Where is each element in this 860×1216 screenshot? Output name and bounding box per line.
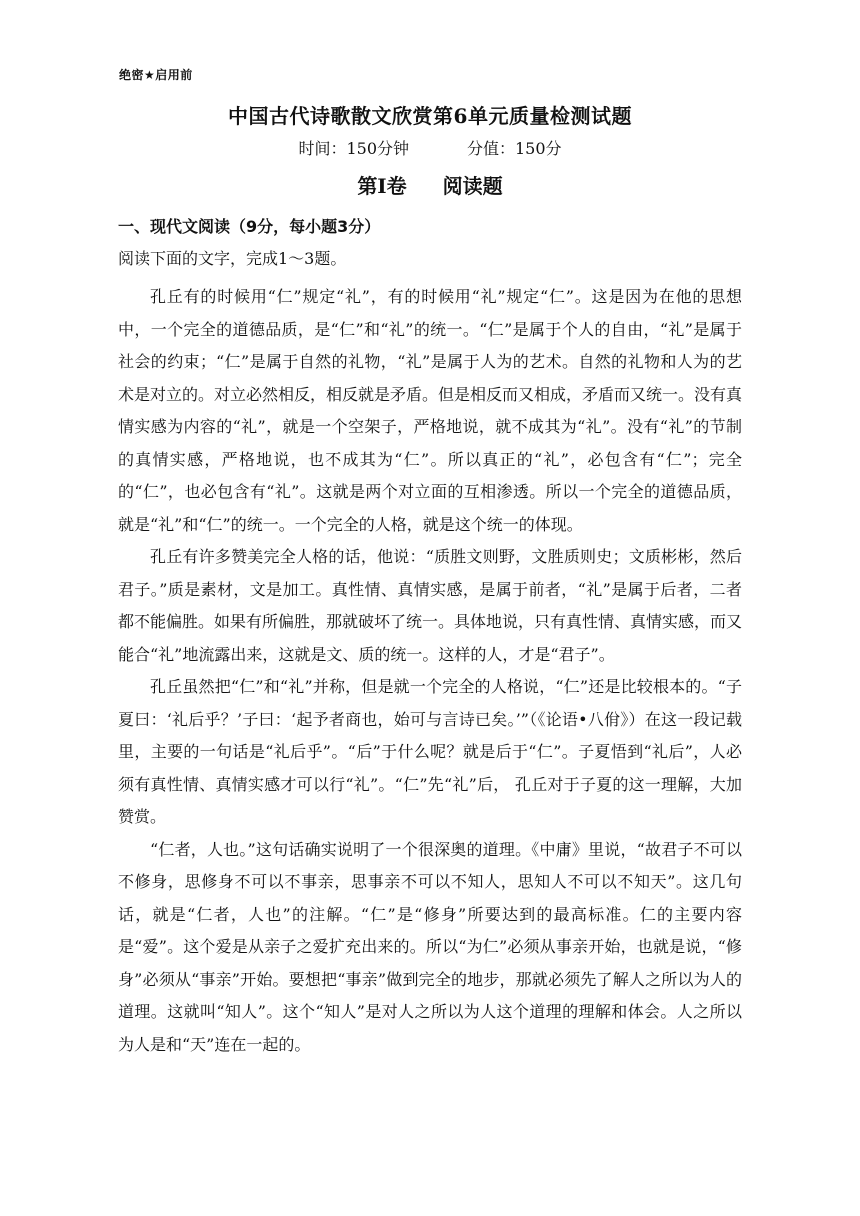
section-heading: 一、现代文阅读（9分，每小题3分） [118,217,381,236]
time-limit: 时间：150分钟 [298,139,409,158]
passage-paragraph: 孔丘虽然把“仁”和“礼”并称，但是就一个完全的人格说，“仁”还是比较根本的。“子夏曰：‘礼后乎？’子曰：‘起予者商也，始可与言诗已矣。’”（《论语•八佾》）在这一段记载里，主要的一句话是“礼后乎”。“后”于什么呢？就是后于“仁”。子夏悟到“礼后”，人必须有真性情、真情实感才可以行“礼”。“仁”先“礼”后， 孔丘对于子夏的这一理解，大加赞赏。 [118,677,742,826]
reading-instruction: 阅读下面的文字，完成1～3题。 [118,249,347,268]
volume-name: 阅读题 [442,174,503,198]
confidential-label: 绝密★启用前 [119,68,193,82]
exam-meta [0,136,860,159]
volume-heading [0,170,860,199]
passage-paragraph: 孔丘有许多赞美完全人格的话，他说：“质胜文则野，文胜质则史；文质彬彬，然后君子。”质是素材，文是加工。真性情、真情实感，是属于前者，“礼”是属于后者，二者都不能偏胜。如果有所偏胜，那就破坏了统一。具体地说，只有真性情、真情实感，而又能合“礼”地流露出来，这就是文、质的统一。这样的人，才是“君子”。 [118,547,743,664]
volume-number: 第Ⅰ卷 [357,174,407,198]
reading-passage [118,281,742,1061]
exam-title: 中国古代诗歌散文欣赏第6单元质量检测试题 [228,104,632,128]
passage-paragraph: 孔丘有的时候用“仁”规定“礼”，有的时候用“礼”规定“仁”。这是因为在他的思想中，一个完全的道德品质，是“仁”和“礼”的统一。“仁”是属于个人的自由，“礼”是属于社会的约束；“仁”是属于自然的礼物，“礼”是属于人为的艺术。自然的礼物和人为的艺术是对立的。对立必然相反，相反就是矛盾。但是相反而又相成，矛盾而又统一。没有真情实感为内容的“礼”，就是一个空架子，严格地说，就不成其为“礼”。没有“礼”的节制的真情实感，严格地说，也不成其为“仁”。所以真正的“礼”，必包含有“仁”；完全的“仁”，也必包含有“礼”。这就是两个对立面的互相渗透。所以一个完全的道德品质，就是“礼”和“仁”的统一。一个完全的人格，就是这个统一的体现。 [118,287,743,534]
passage-paragraph: “仁者，人也。”这句话确实说明了一个很深奥的道理。《中庸》里说，“故君子不可以不修身，思修身不可以不事亲，思事亲不可以不知人，思知人不可以不知天”。这几句话，就是“仁者，人也”的注解。“仁”是“修身”所要达到的最高标准。仁的主要内容是“爱”。这个爱是从亲子之爱扩充出来的。所以“为仁”必须从事亲开始，也就是说，“修身”必须从“事亲”开始。要想把“事亲”做到完全的地步，那就必须先了解人之所以为人的道理。这就叫“知人”。这个“知人”是对人之所以为人这个道理的理解和体会。人之所以为人是和“天”连在一起的。 [118,839,742,1054]
total-score: 分值：150分 [467,139,562,158]
